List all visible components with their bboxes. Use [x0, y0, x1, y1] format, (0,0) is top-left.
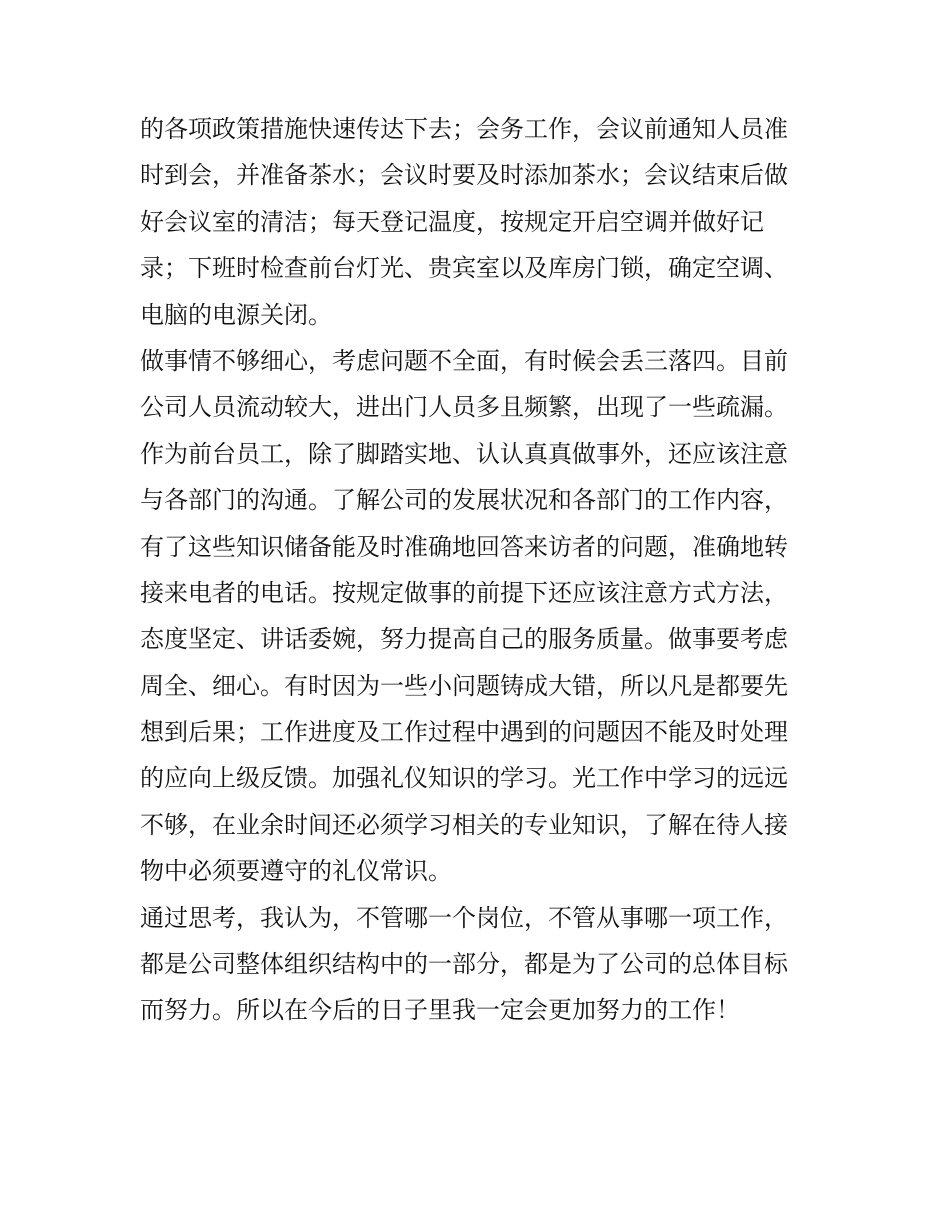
text-line: 都是公司整体组织结构中的一部分，都是为了公司的总体目标 — [140, 950, 788, 979]
text-line: 的各项政策措施快速传达下去；会务工作，会议前通知人员准 — [140, 115, 788, 143]
text-line: 时到会，并准备茶水；会议时要及时添加茶水；会议结束后做 — [140, 161, 788, 190]
text-line: 好会议室的清洁；每天登记温度，按规定开启空调并做好记 — [140, 207, 764, 236]
text-line: 的应向上级反馈。加强礼仪知识的学习。光工作中学习的远远 — [140, 764, 788, 793]
text-line: 做事情不够细心，考虑问题不全面，有时候会丢三落四。目前 — [140, 346, 788, 375]
text-line: 物中必须要遵守的礼仪常识。 — [140, 857, 452, 886]
text-line: 不够，在业余时间还必须学习相关的专业知识，了解在待人接 — [140, 810, 788, 839]
text-line: 录；下班时检查前台灯光、贵宾室以及库房门锁，确定空调、 — [140, 254, 788, 283]
text-line: 有了这些知识储备能及时准确地回答来访者的问题，准确地转 — [140, 532, 788, 561]
text-line: 电脑的电源关闭。 — [140, 300, 332, 329]
text-line: 作为前台员工，除了脚踏实地、认认真真做事外，还应该注意 — [140, 439, 788, 468]
text-line: 与各部门的沟通。了解公司的发展状况和各部门的工作内容， — [140, 486, 788, 515]
text-line: 公司人员流动较大，进出门人员多且频繁，出现了一些疏漏。 — [140, 393, 788, 422]
text-line: 想到后果；工作进度及工作过程中遇到的问题因不能及时处理 — [140, 718, 788, 747]
text-line: 周全、细心。有时因为一些小问题铸成大错，所以凡是都要先 — [140, 671, 788, 700]
text-line: 而努力。所以在今后的日子里我一定会更加努力的工作！ — [140, 996, 740, 1025]
text-line: 接来电者的电话。按规定做事的前提下还应该注意方式方法， — [140, 578, 788, 607]
text-line: 通过思考，我认为，不管哪一个岗位，不管从事哪一项工作， — [140, 903, 788, 932]
body-text — [140, 106, 820, 1034]
text-line: 态度坚定、讲话委婉，努力提高自己的服务质量。做事要考虑 — [140, 625, 788, 654]
